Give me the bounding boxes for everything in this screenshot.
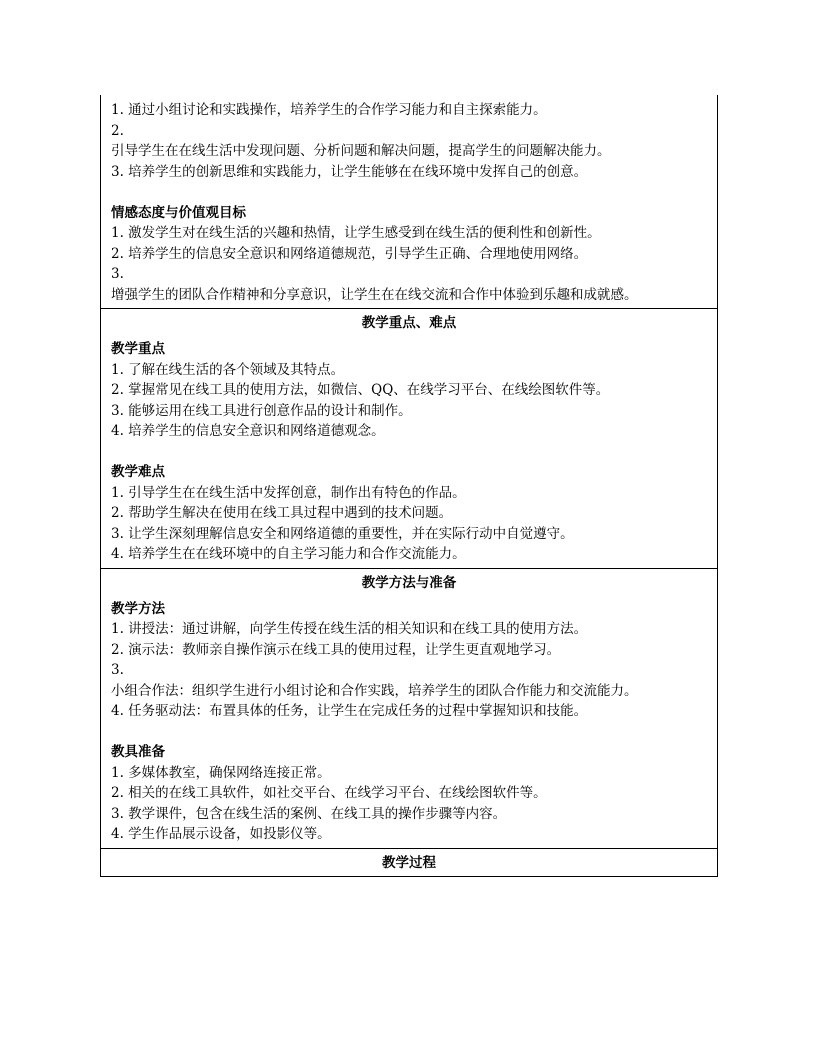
emotion-goals-heading: 情感态度与价值观目标 [111,204,246,221]
key-points-header: 教学重点、难点 [100,308,718,336]
methods-header: 教学方法与准备 [100,568,718,596]
emotion-goal-line: 2. 培养学生的信息安全意识和网络道德规范，引导学生正确、合理地使用网络。 [111,245,588,262]
methods-cell [100,596,718,848]
key-point-line: 1. 了解在线生活的各个领域及其特点。 [111,361,345,378]
tools-heading: 教具准备 [111,744,165,760]
objective-line: 引导学生在在线生活中发现问题、分析问题和解决问题，提高学生的问题解决能力。 [111,143,611,159]
difficulty-line: 1. 引导学生在在线生活中发挥创意，制作出有特色的作品。 [111,484,466,501]
tool-line: 1. 多媒体教室，确保网络连接正常。 [111,764,331,781]
difficulty-line: 3. 让学生深刻理解信息安全和网络道德的重要性，并在实际行动中自觉遵守。 [111,525,574,542]
objective-line: 2. [111,122,124,139]
tool-line: 4. 学生作品展示设备，如投影仪等。 [111,826,331,842]
emotion-goal-line: 增强学生的团队合作精神和分享意识，让学生在在线交流和合作中体验到乐趣和成就感。 [111,286,638,303]
process-header: 教学过程 [100,848,718,877]
method-line: 2. 演示法：教师亲自操作演示在线工具的使用过程，让学生更直观地学习。 [111,641,561,658]
objectives-cell [100,95,718,308]
difficulty-line: 2. 帮助学生解决在使用在线工具过程中遇到的技术问题。 [111,505,453,521]
tool-line: 2. 相关的在线工具软件，如社交平台、在线学习平台、在线绘图软件等。 [111,785,547,801]
lesson-plan-table [100,95,718,877]
key-points-cell [100,336,718,568]
method-line: 3. [111,662,124,678]
emotion-goal-line: 3. [111,266,124,282]
key-point-line: 2. 掌握常见在线工具的使用方法，如微信、QQ、在线学习平台、在线绘图软件等。 [111,382,610,398]
tool-line: 3. 教学课件，包含在线生活的案例、在线工具的操作步骤等内容。 [111,805,507,822]
method-line: 小组合作法：组织学生进行小组讨论和合作实践，培养学生的团队合作能力和交流能力。 [111,682,638,699]
objective-line: 3. 培养学生的创新思维和实践能力，让学生能够在在线环境中发挥自己的创意。 [111,163,588,180]
difficulty-line: 4. 培养学生在在线环境中的自主学习能力和合作交流能力。 [111,546,466,562]
method-line: 1. 讲授法：通过讲解，向学生传授在线生活的相关知识和在线工具的使用方法。 [111,621,588,637]
key-point-line: 3. 能够运用在线工具进行创意作品的设计和制作。 [111,402,412,419]
methods-heading: 教学方法 [111,600,165,617]
emotion-goal-line: 1. 激发学生对在线生活的兴趣和热情，让学生感受到在线生活的便利性和创新性。 [111,225,601,241]
difficulties-heading: 教学难点 [111,464,165,480]
method-line: 4. 任务驱动法：布置具体的任务，让学生在完成任务的过程中掌握知识和技能。 [111,703,588,719]
key-point-line: 4. 培养学生的信息安全意识和网络道德观念。 [111,423,385,439]
key-points-heading: 教学重点 [111,341,165,357]
objective-line: 1. 通过小组讨论和实践操作，培养学生的合作学习能力和自主探索能力。 [111,102,547,118]
